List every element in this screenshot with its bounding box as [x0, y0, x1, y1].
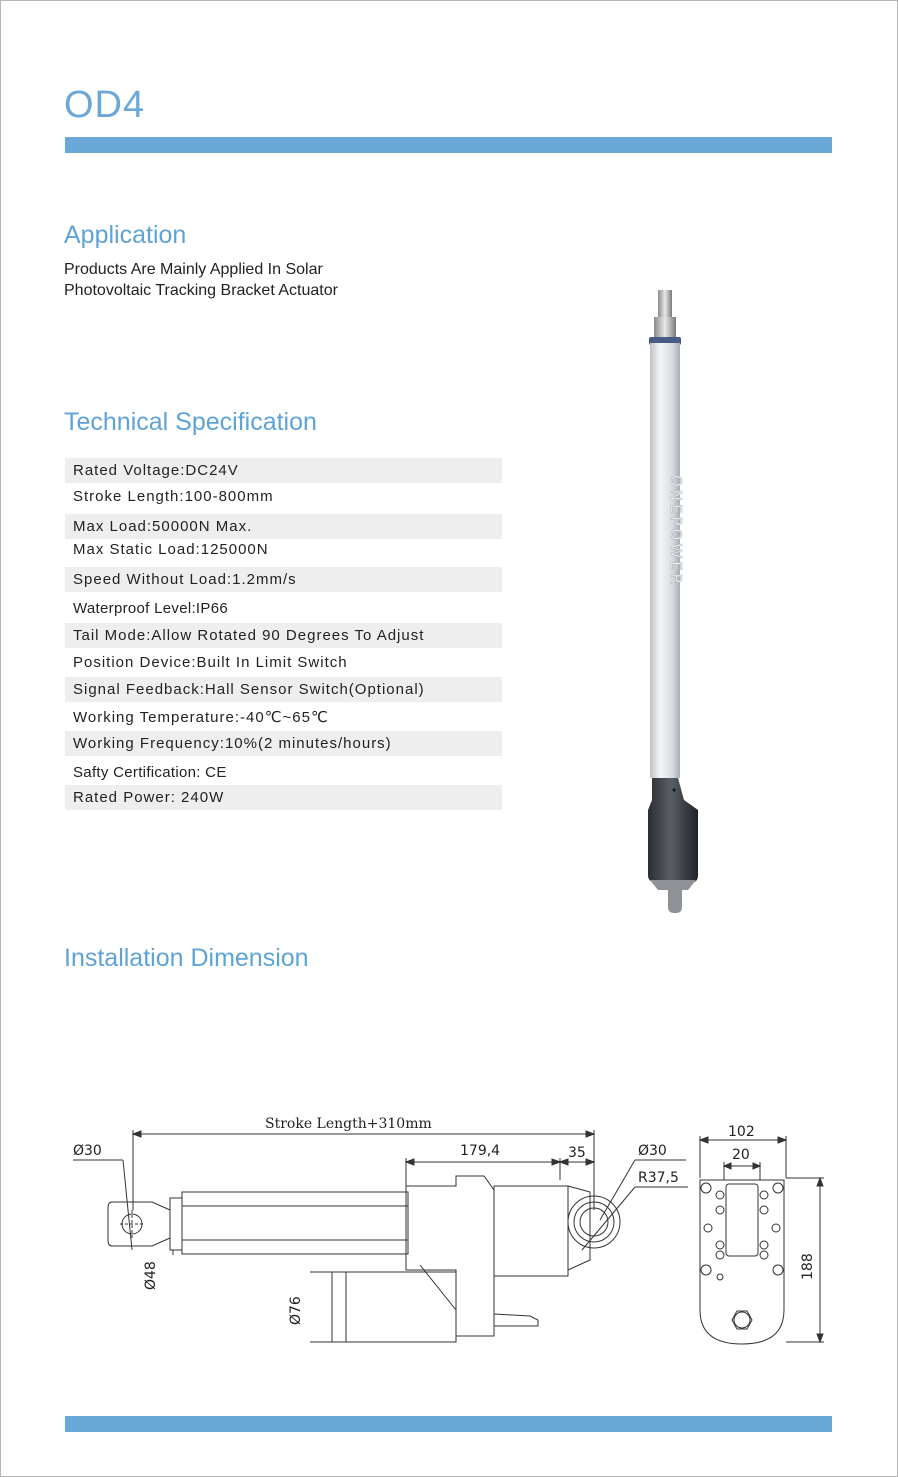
- top-accent-bar: [65, 137, 832, 153]
- dim-d76: Ø76: [288, 1296, 304, 1325]
- dim-35: 35: [568, 1145, 586, 1161]
- dim-102: 102: [728, 1124, 755, 1140]
- brand-text: ONEPOWER: [667, 475, 685, 588]
- spec-row-position-device: Position Device:Built In Limit Switch: [73, 654, 348, 671]
- application-line: Products Are Mainly Applied In Solar: [64, 261, 323, 278]
- dim-d48: Ø48: [143, 1261, 159, 1290]
- application-heading: Application: [64, 221, 187, 249]
- spec-row-working-temperature: Working Temperature:-40℃~65℃: [73, 709, 329, 726]
- dim-d30-left: Ø30: [73, 1143, 102, 1159]
- spec-row-max-static-load: Max Static Load:125000N: [73, 541, 269, 558]
- application-text: [64, 259, 338, 301]
- spec-row-speed: Speed Without Load:1.2mm/s: [65, 567, 502, 592]
- application-line: Photovoltaic Tracking Bracket Actuator: [64, 282, 338, 299]
- installation-dimension-drawing: [60, 1110, 840, 1370]
- actuator-product-image: [630, 285, 710, 915]
- spec-row-certification: Safty Certification: CE: [73, 764, 227, 781]
- spec-row-waterproof: Waterproof Level:IP66: [73, 600, 228, 617]
- technical-spec-heading: Technical Specification: [64, 408, 317, 436]
- dim-179-4: 179,4: [460, 1143, 501, 1159]
- dim-r37-5: R37,5: [638, 1170, 679, 1186]
- spec-row-stroke-length: Stroke Length:100-800mm: [73, 488, 274, 505]
- dim-20: 20: [732, 1147, 750, 1163]
- dim-188: 188: [800, 1253, 816, 1280]
- dim-d30-right: Ø30: [638, 1143, 667, 1159]
- spec-row-working-frequency: Working Frequency:10%(2 minutes/hours): [65, 731, 502, 756]
- spec-row-rated-power: Rated Power: 240W: [65, 785, 502, 810]
- page-title: OD4: [64, 84, 146, 126]
- installation-heading: Installation Dimension: [64, 944, 309, 972]
- bottom-accent-bar: [65, 1416, 832, 1432]
- spec-row-signal-feedback: Signal Feedback:Hall Sensor Switch(Optional): [65, 677, 502, 702]
- spec-row-rated-voltage: Rated Voltage:DC24V: [65, 458, 502, 483]
- spec-row-max-load: Max Load:50000N Max.: [65, 514, 502, 539]
- stroke-length-label: Stroke Length+310mm: [265, 1116, 432, 1132]
- spec-row-tail-mode: Tail Mode:Allow Rotated 90 Degrees To Adjust: [65, 623, 502, 648]
